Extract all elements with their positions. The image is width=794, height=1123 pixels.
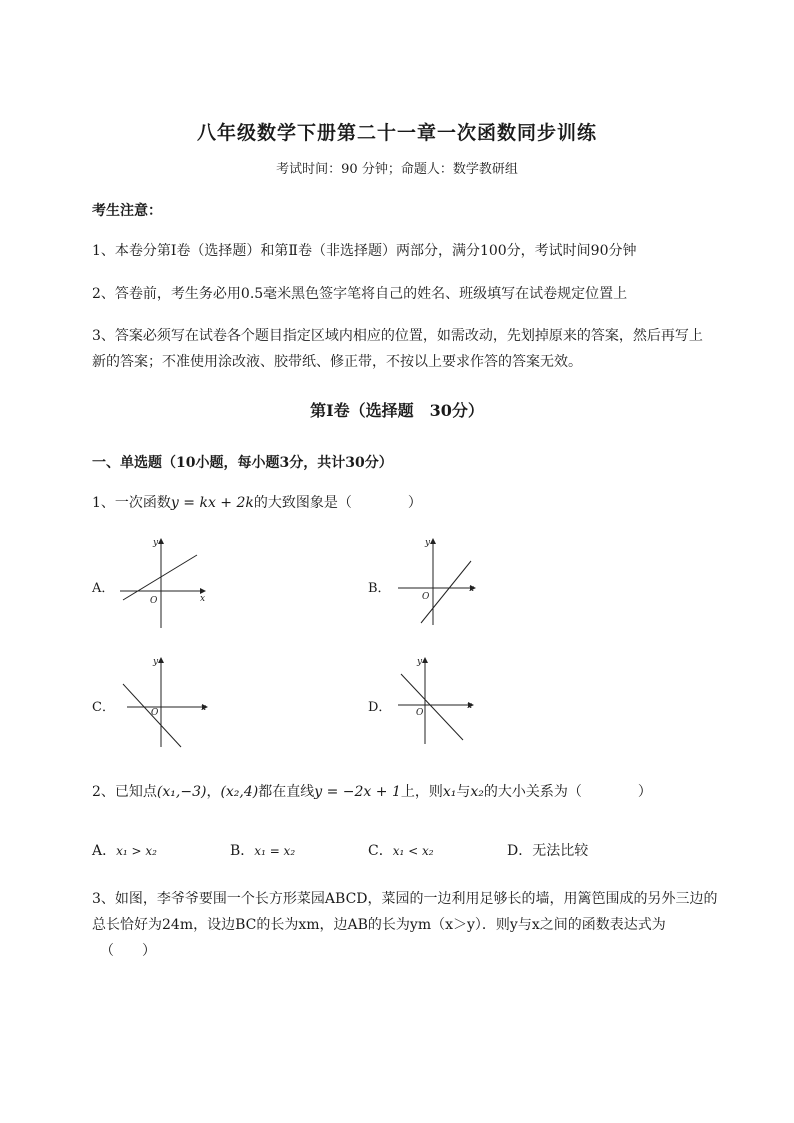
notice-item-3: 3、答案必须写在试卷各个题目指定区域内相应的位置，如需改动，先划掉原来的答案，然后再写上新的答案；不准使用涂改液、胶带纸、修正带，不按以上要求作答的答案无效。 bbox=[92, 328, 703, 370]
q2-option-b-label: B． bbox=[230, 843, 255, 859]
q1-option-c-label: C． bbox=[92, 700, 115, 715]
q2-suffix: 的大小关系为（ ） bbox=[483, 784, 652, 800]
q2-sep: ， bbox=[206, 784, 221, 800]
q2-option-d-text: 无法比较 bbox=[532, 843, 589, 859]
q1-prefix: 1、一次函数 bbox=[92, 495, 171, 511]
origin-label: O bbox=[416, 708, 424, 718]
q1-option-c-graph bbox=[115, 652, 215, 756]
q2-option-a-label: A． bbox=[92, 843, 117, 859]
q2-option-b-text: x₁ = x₂ bbox=[254, 844, 296, 858]
q2-point-1: (x₁,−3) bbox=[156, 784, 207, 800]
q2-mid: 都在直线 bbox=[258, 784, 315, 800]
axis-x-label: x bbox=[201, 703, 207, 713]
axis-y-label: y bbox=[417, 657, 423, 667]
q2-x1: x₁ bbox=[442, 784, 457, 800]
question-2 bbox=[92, 779, 652, 805]
q2-mid2: 上，则 bbox=[400, 784, 443, 800]
question-1 bbox=[92, 490, 422, 516]
q2-option-a-text: x₁ > x₂ bbox=[116, 844, 157, 858]
page-title: 八年级数学下册第二十一章一次函数同步训练 bbox=[196, 122, 597, 144]
q2-option-d-label: D． bbox=[507, 843, 533, 859]
q2-line: y = −2x + 1 bbox=[314, 784, 401, 800]
q2-with: 与 bbox=[456, 784, 471, 800]
q2-option-c-text: x₁ < x₂ bbox=[392, 844, 434, 858]
q1-formula: y = kx + 2k bbox=[170, 495, 254, 511]
axis-x-label: x bbox=[469, 584, 475, 594]
q2-prefix: 2、已知点 bbox=[92, 784, 157, 800]
q2-option-a bbox=[92, 838, 157, 864]
axis-x-label: x bbox=[467, 701, 473, 711]
notice-item-2: 2、答卷前，考生务必用0.5毫米黑色签字笔将自己的姓名、班级填写在试卷规定位置上 bbox=[92, 286, 628, 302]
axis-x-label: x bbox=[200, 594, 206, 604]
q2-point-2: (x₂,4) bbox=[220, 784, 259, 800]
origin-label: O bbox=[150, 596, 158, 606]
q2-x2: x₂ bbox=[470, 784, 484, 800]
notice-heading: 考生注意： bbox=[92, 203, 162, 219]
q1-option-b-label: B． bbox=[368, 581, 391, 596]
q1-option-a-label: A． bbox=[92, 581, 115, 596]
axis-y-label: y bbox=[153, 538, 159, 548]
q1-option-d-graph bbox=[393, 652, 493, 756]
notice-item-1: 1、本卷分第Ⅰ卷（选择题）和第Ⅱ卷（非选择题）两部分，满分100分，考试时间90分钟 bbox=[92, 243, 637, 259]
q1-suffix: 的大致图象是（ ） bbox=[253, 495, 422, 511]
q1-option-d-label: D． bbox=[368, 700, 392, 715]
section-title: 第Ⅰ卷（选择题 30分） bbox=[310, 401, 484, 420]
q2-option-b bbox=[230, 838, 295, 864]
q2-option-c-label: C． bbox=[368, 843, 393, 859]
origin-label: O bbox=[151, 708, 159, 718]
part-heading: 一、单选题（10小题，每小题3分，共计30分） bbox=[92, 455, 393, 471]
page-subtitle: 考试时间：90 分钟；命题人：数学教研组 bbox=[276, 162, 518, 177]
question-3-line-1: 3、如图，李爷爷要围一个长方形菜园ABCD，菜园的一边利用足够长的墙，用篱笆围成的另外三边的 bbox=[92, 891, 718, 907]
question-3-line-3: （ ） bbox=[100, 943, 156, 959]
question-3-line-2: 总长恰好为24m，设边BC的长为xm，边AB的长为ym（x＞y）．则y与x之间的函数表达式为 bbox=[92, 917, 666, 933]
q2-option-c bbox=[368, 838, 434, 864]
q2-option-d bbox=[507, 838, 588, 864]
axis-y-label: y bbox=[425, 538, 431, 548]
q1-option-b-graph bbox=[393, 533, 493, 637]
q1-option-a-graph bbox=[115, 533, 215, 637]
axis-y-label: y bbox=[153, 657, 159, 667]
origin-label: O bbox=[422, 592, 430, 602]
